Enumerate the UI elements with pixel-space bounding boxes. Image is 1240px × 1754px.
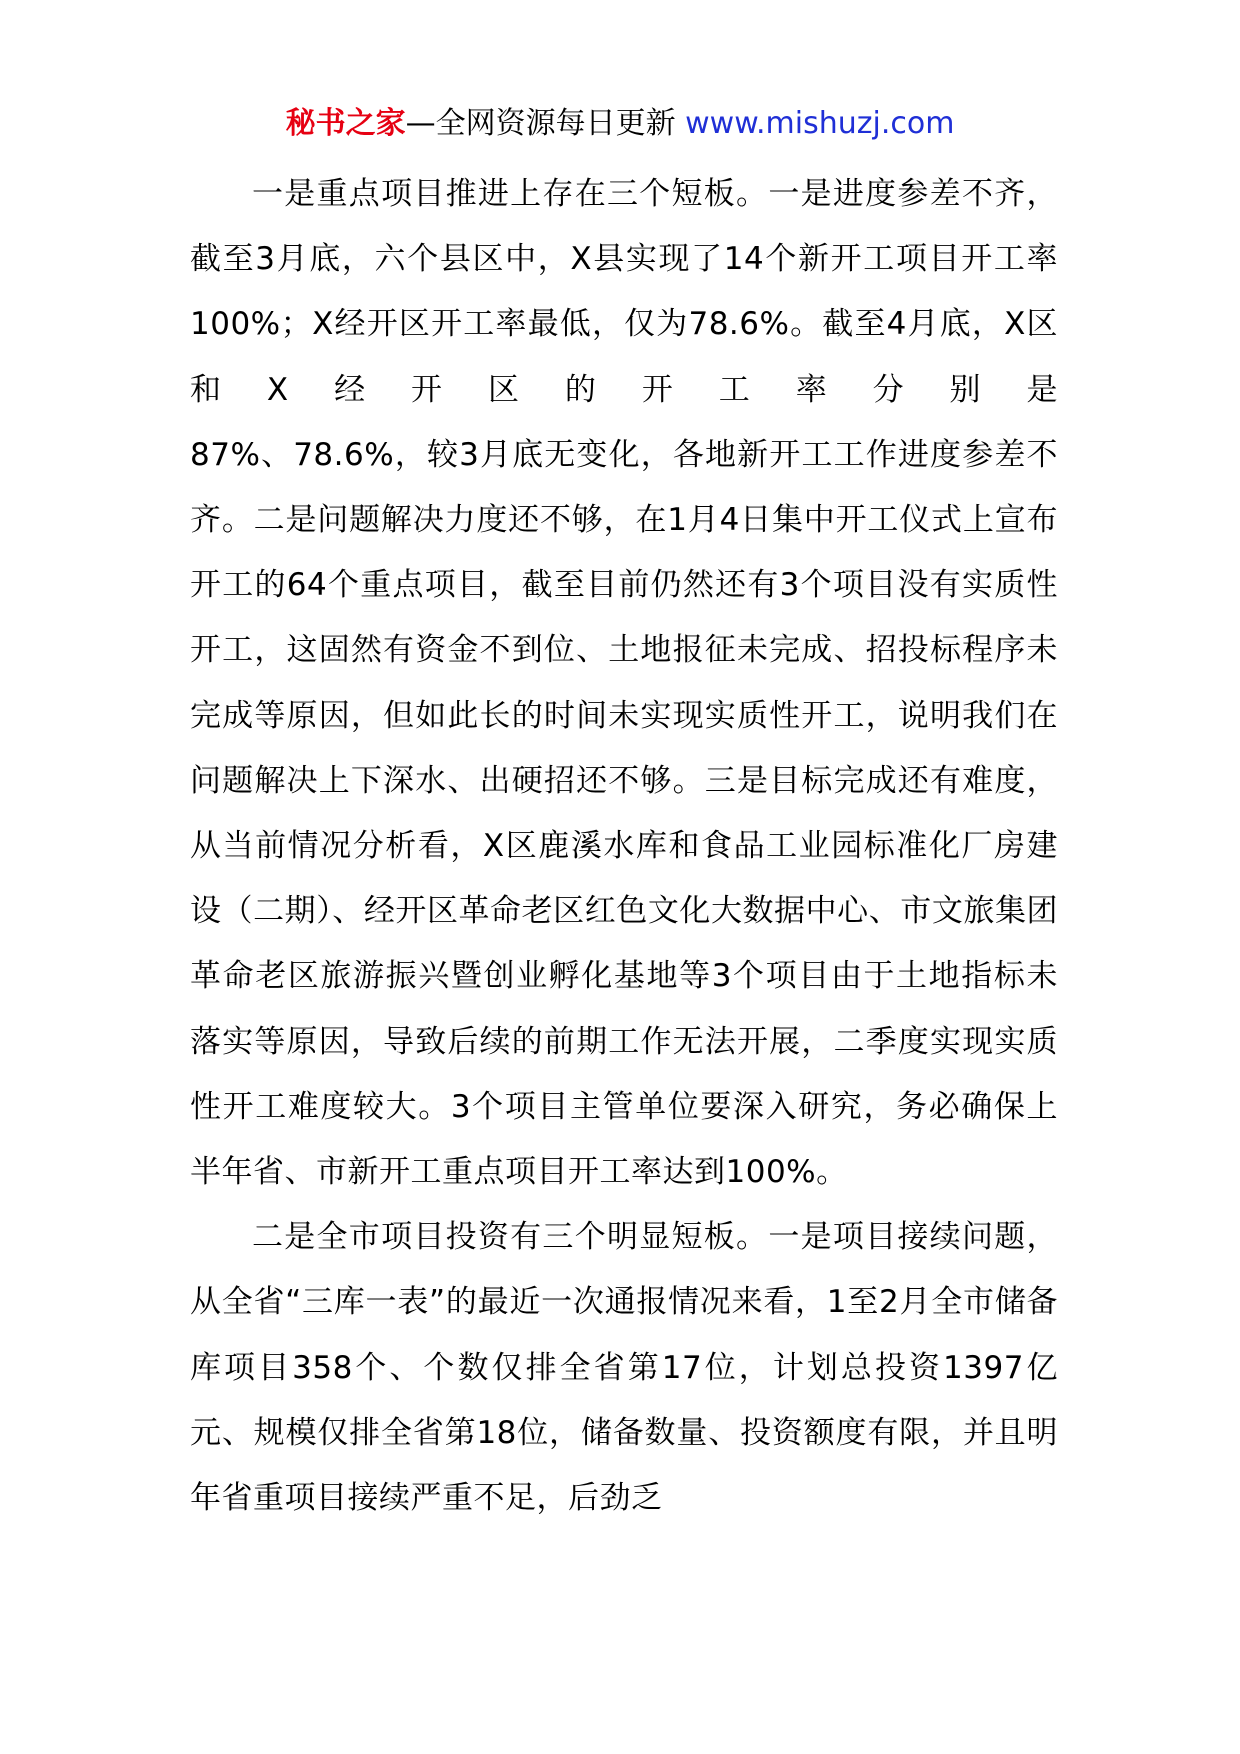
document-body xyxy=(190,162,1058,1531)
paragraph-text: 87%、78.6%，较3月底无变化，各地新开工工作进度参差不齐。二是问题解决力度还不够，在1月4日集中开工仪式上宣布开工的64个重点项目，截至目前仍然还有3个项目没有实质性开工，这固然有资金不到位、土地报征未完成、招投标程序未完成等原因，但如此长的时间未实现实质性开工，说明我们在问题解决上下深水、出硬招还不够。三是目标完成还有难度，从当前情况分析看，X区鹿溪水库和食品工业园标准化厂房建设（二期）、经开区革命老区红色文化大数据中心、市文旅集团革命老区旅游振兴暨创业孵化基地等3个项目由于土地指标未落实等原因，导致后续的前期工作无法开展，二季度实现实质性开工难度较大。3个项目主管单位要深入研究，务必确保上半年省、市新开工重点项目开工率达到100%。 xyxy=(190,436,1058,1191)
paragraph-text: 一是重点项目推进上存在三个短板。一是进度参差不齐，截至3月底，六个县区中，X县实现了14个新开工项目开工率100%；X经开区开工率最低，仅为78.6%。截至4月底，X区和X经开区的开工率分别是 xyxy=(190,176,1058,408)
brand-name: 秘书之家 xyxy=(285,106,406,141)
paragraph: 二是全市项目投资有三个明显短板。一是项目接续问题，从全省“三库一表”的最近一次通报情况来看，1至2月全市储备库项目358个、个数仅排全省第17位，计划总投资1397亿元、规模仅排全省第18位，储备数量、投资额度有限，并且明年省重项目接续严重不足，后劲乏 xyxy=(190,1219,1058,1517)
header-tagline: —全网资源每日更新 xyxy=(405,106,676,141)
paragraph xyxy=(190,162,1058,1205)
website-link[interactable]: www.mishuzj.com xyxy=(685,106,955,141)
page-header xyxy=(0,102,1240,146)
